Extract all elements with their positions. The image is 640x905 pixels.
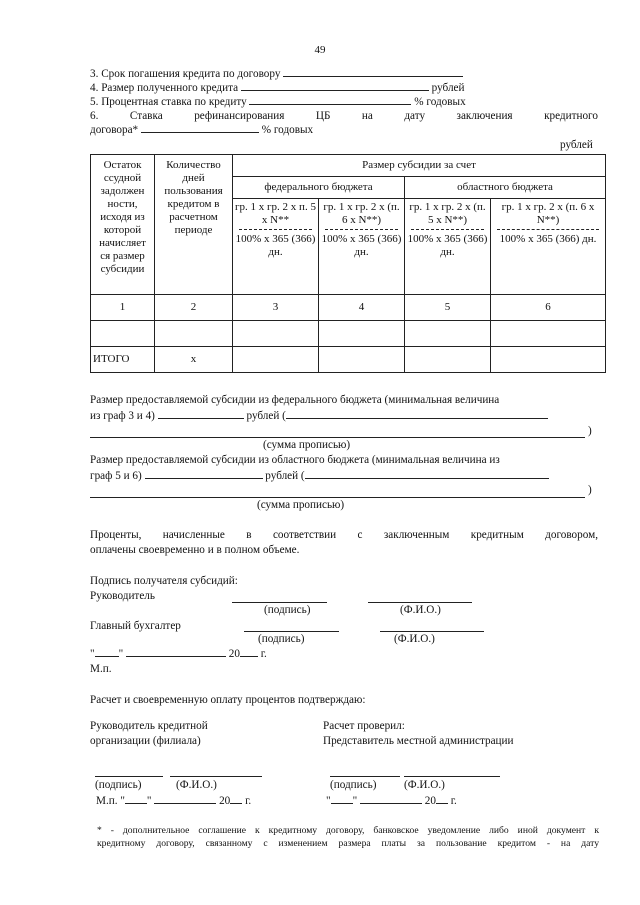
date-day-blank[interactable] [331,803,353,804]
bank-stamp-label: М.п. [96,795,118,807]
regional-sum-caption: (сумма прописью) [257,499,345,511]
footnote-line-1: * - дополнительное соглашение к кредитному договору, банковское уведомление либо иной документ к [97,825,599,836]
recipient-signature-heading: Подпись получателя субсидий: [90,575,238,587]
table-cell[interactable] [233,347,319,373]
formula-6-denominator: 100% х 365 (366) дн. [499,232,597,245]
item-4-label: 4. Размер полученного кредита [90,82,239,94]
header-days: Количество дней пользования кредитом в расчетном периоде [155,155,233,295]
item-3-row [90,68,463,81]
column-number: 3 [233,295,319,321]
formula-3-numerator: гр. 1 х гр. 2 х п. 5 х N** [235,201,316,226]
date-quote: " [90,648,95,660]
head-fio-caption: (Ф.И.О.) [400,604,441,616]
accountant-fio-caption: (Ф.И.О.) [394,633,435,645]
regional-sum-line-2 [90,470,549,483]
admin-signature-blank[interactable] [330,776,400,777]
federal-sum-line-1: Размер предоставляемой субсидии из федерального бюджета (минимальная величина [90,394,500,406]
date-year-prefix: 20 [219,795,231,807]
date-year-suffix: г. [450,795,457,807]
formula-divider [325,229,398,230]
item-6-word: заключения [456,110,513,122]
accountant-label: Главный бухгалтер [90,620,181,632]
column-number: 4 [319,295,405,321]
federal-sum-columns-label: из граф 3 и 4) [90,410,155,422]
date-month-blank[interactable] [126,656,226,657]
date-day-blank[interactable] [125,803,147,804]
item-6-word: на [361,110,373,122]
formula-6-numerator: гр. 1 х гр. 2 х (п. 6 х N**) [501,201,595,226]
footnote-line-2: кредитному договору, связанному с изменением размера платы за пользование кредитом - на дату [97,838,599,849]
federal-sum-amount-blank[interactable] [158,418,244,419]
admin-fio-caption: (Ф.И.О.) [404,779,445,791]
item-6-word: кредитного [544,110,598,122]
formula-3-denominator: 100% х 365 (366) дн. [235,232,316,258]
date-quote: " [120,795,125,807]
regional-sum-amount-blank[interactable] [145,478,263,479]
item-6-unit: % годовых [261,124,314,136]
date-year-blank[interactable] [230,803,242,804]
item-6-number: 6. [90,110,99,122]
head-signature-blank[interactable] [232,602,327,603]
formula-4-numerator: гр. 1 х гр. 2 х (п. 6 х N**) [323,201,400,226]
item-6-row [90,110,598,123]
formula-divider [411,229,484,230]
regional-sum-words-blank[interactable] [305,478,549,479]
recipient-date [90,648,267,661]
bank-head-line-1: Руководитель кредитной [90,720,208,732]
interest-statement-line-2: оплачены своевременно и в полном объеме. [90,544,300,556]
federal-sum-line-2 [90,410,548,423]
formula-4-denominator: 100% х 365 (366) дн. [321,232,402,258]
head-signature-caption: (подпись) [264,604,311,616]
item-6-row-2 [90,124,313,137]
column-number-row [91,295,606,321]
formula-col-3 [233,199,319,295]
head-label: Руководитель [90,590,155,602]
bank-signature-caption: (подпись) [95,779,142,791]
date-month-blank[interactable] [360,803,422,804]
bank-fio-blank[interactable] [170,776,262,777]
table-row [91,321,606,347]
accountant-signature-caption: (подпись) [258,633,305,645]
column-number: 6 [491,295,606,321]
item-6-word: дату [404,110,426,122]
header-regional: областного бюджета [405,177,606,199]
formula-divider [497,229,599,230]
item-3-blank[interactable] [283,76,463,77]
table-cell[interactable] [405,321,491,347]
item-6-blank[interactable] [141,132,259,133]
header-federal: федерального бюджета [233,177,405,199]
table-cell[interactable] [233,321,319,347]
item-5-unit: % годовых [414,96,466,108]
formula-col-4 [319,199,405,295]
accountant-fio-blank[interactable] [380,631,484,632]
table-cell[interactable] [491,321,606,347]
regional-sum-words-line[interactable] [90,497,585,498]
currency-label: рублей [560,139,593,151]
regional-sum-columns-label: граф 5 и 6) [90,470,142,482]
date-year-blank[interactable] [436,803,448,804]
table-cell[interactable] [319,321,405,347]
header-remainder: Остаток ссудной задолжен ности, исходя из которой начисляет ся размер субсидии [91,155,155,295]
regional-sum-line-1: Размер предоставляемой субсидии из областного бюджета (минимальная величина из [90,454,500,466]
formula-5-numerator: гр. 1 х гр. 2 х (п. 5 х N**) [409,201,486,226]
column-number: 2 [155,295,233,321]
admin-fio-blank[interactable] [404,776,500,777]
column-number: 5 [405,295,491,321]
item-6-word: ЦБ [315,110,331,122]
date-year-blank[interactable] [240,656,258,657]
table-cell[interactable] [405,347,491,373]
item-4-unit: рублей [431,82,465,94]
item-4-row [90,82,465,95]
page-number: 49 [314,44,326,56]
item-6-word: рефинансирования [194,110,285,122]
item-3-label: 3. Срок погашения кредита по договору [90,68,281,80]
formula-divider [239,229,312,230]
regional-sum-close: ) [588,484,592,496]
formula-5-denominator: 100% х 365 (366) дн. [407,232,488,258]
federal-sum-close: ) [588,425,592,437]
formula-col-6 [491,199,606,295]
table-cell[interactable] [319,347,405,373]
bank-head-line-2: организации (филиала) [90,735,201,747]
date-month-blank[interactable] [154,803,216,804]
date-year-prefix: 20 [228,648,240,660]
bank-signature-blank[interactable] [95,776,163,777]
item-6-contract-label: договора* [90,124,139,136]
total-label: ИТОГО [91,347,155,373]
federal-sum-words-blank[interactable] [286,418,548,419]
date-year-suffix: г. [245,795,252,807]
head-fio-blank[interactable] [368,602,472,603]
accountant-signature-blank[interactable] [244,631,339,632]
item-5-row [90,96,466,109]
item-5-blank[interactable] [249,104,411,105]
recipient-stamp-label: М.п. [90,663,112,675]
federal-sum-currency: рублей ( [246,410,286,422]
federal-sum-caption: (сумма прописью) [263,439,351,451]
total-row [91,347,606,373]
table-cell[interactable] [155,321,233,347]
item-5-label: 5. Процентная ставка по кредиту [90,96,247,108]
date-year-prefix: 20 [424,795,436,807]
admin-date [326,795,457,808]
date-year-suffix: г. [260,648,267,660]
bank-date [96,795,251,808]
date-day-blank[interactable] [95,656,119,657]
table-cell[interactable] [91,321,155,347]
subsidy-table [90,154,606,373]
regional-sum-currency: рублей ( [265,470,305,482]
formula-col-5 [405,199,491,295]
confirmation-text: Расчет и своевременную оплату процентов подтверждаю: [90,694,366,706]
total-x: х [155,347,233,373]
date-quote: " [118,648,124,660]
header-subsidy: Размер субсидии за счет [233,155,606,177]
date-quote: " [326,795,331,807]
admin-signature-caption: (подпись) [330,779,377,791]
item-6-word: Ставка [129,110,163,122]
interest-statement-line-1: Проценты, начисленные в соответствии с заключенным кредитным договором, [90,529,598,541]
column-number: 1 [91,295,155,321]
item-4-blank[interactable] [241,90,429,91]
admin-representative-label: Представитель местной администрации [323,735,514,747]
federal-sum-words-line[interactable] [90,437,585,438]
checked-label: Расчет проверил: [323,720,405,732]
bank-fio-caption: (Ф.И.О.) [176,779,217,791]
date-quote: " [352,795,358,807]
date-quote: " [146,795,152,807]
table-cell[interactable] [491,347,606,373]
